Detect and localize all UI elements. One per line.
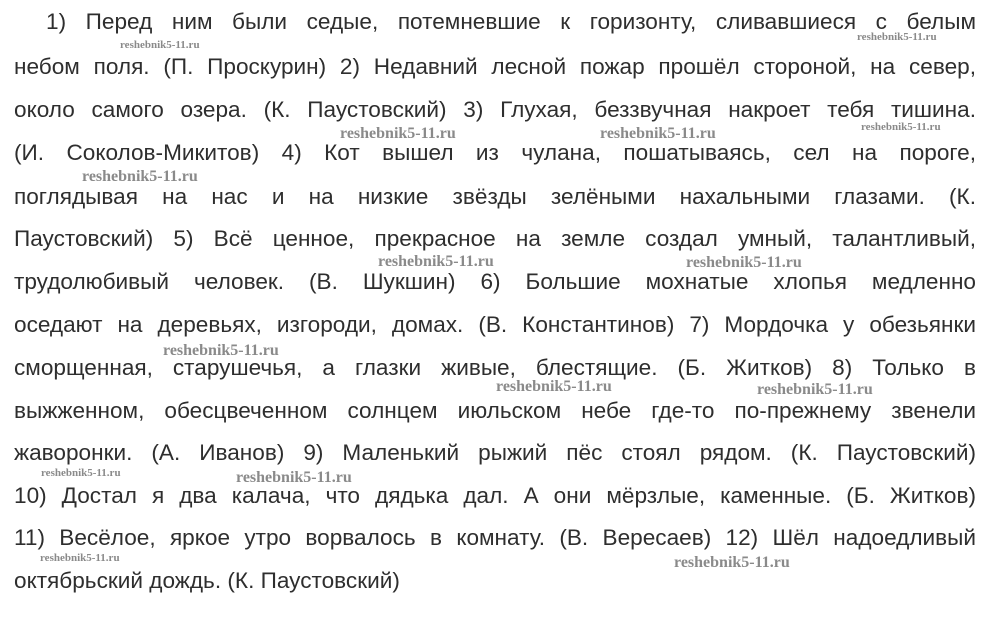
watermark: reshebnik5-11.ru xyxy=(40,552,120,564)
text-line-1: 1) Перед ним были седые, потемневшие к горизонту, сливавшиеся с белым xyxy=(46,9,976,34)
text-line-8: оседают на деревьях, изгороди, домах. (В. Константинов) 7) Мордочка у обезьянки xyxy=(14,312,976,337)
watermark: reshebnik5-11.ru xyxy=(41,467,121,479)
text-line-13: 11) Весёлое, яркое утро ворвалось в комнату. (В. Вересаев) 12) Шёл надоедливый xyxy=(14,525,976,550)
text-line-12: 10) Достал я два калача, что дядька дал. А они мёрзлые, каменные. (Б. Житков) xyxy=(14,483,976,508)
watermark: reshebnik5-11.ru xyxy=(674,554,790,571)
text-line-3: около самого озера. (К. Паустовский) 3) Глухая, беззвучная накроет тебя тишина. xyxy=(14,97,976,122)
text-line-10: выжженном, обесцвеченном солнцем июльском небе где-то по-прежнему звенели xyxy=(14,398,976,423)
watermark: reshebnik5-11.ru xyxy=(861,121,941,133)
watermark: reshebnik5-11.ru xyxy=(236,469,352,486)
text-line-5: поглядывая на нас и на низкие звёзды зелёными нахальными глазами. (К. xyxy=(14,184,976,209)
watermark: reshebnik5-11.ru xyxy=(496,378,612,395)
text-line-14: октябрьский дождь. (К. Паустовский) xyxy=(14,568,400,593)
watermark: reshebnik5-11.ru xyxy=(857,31,937,43)
watermark: reshebnik5-11.ru xyxy=(120,39,200,51)
watermark: reshebnik5-11.ru xyxy=(600,125,716,142)
watermark: reshebnik5-11.ru xyxy=(163,342,279,359)
watermark: reshebnik5-11.ru xyxy=(340,125,456,142)
watermark: reshebnik5-11.ru xyxy=(82,168,198,185)
text-line-7: трудолюбивый человек. (В. Шукшин) 6) Большие мохнатые хлопья медленно xyxy=(14,269,976,294)
watermark: reshebnik5-11.ru xyxy=(686,254,802,271)
text-line-2: небом поля. (П. Проскурин) 2) Недавний лесной пожар прошёл стороной, на север, xyxy=(14,54,976,79)
text-line-9: сморщенная, старушечья, а глазки живые, блестящие. (Б. Житков) 8) Только в xyxy=(14,355,976,380)
text-line-11: жаворонки. (А. Иванов) 9) Маленький рыжий пёс стоял рядом. (К. Паустовский) xyxy=(14,440,976,465)
text-line-6: Паустовский) 5) Всё ценное, прекрасное на земле создал умный, талантливый, xyxy=(14,226,976,251)
watermark: reshebnik5-11.ru xyxy=(378,253,494,270)
text-line-4: (И. Соколов-Микитов) 4) Кот вышел из чулана, пошатываясь, сел на пороге, xyxy=(14,140,976,165)
watermark: reshebnik5-11.ru xyxy=(757,381,873,398)
